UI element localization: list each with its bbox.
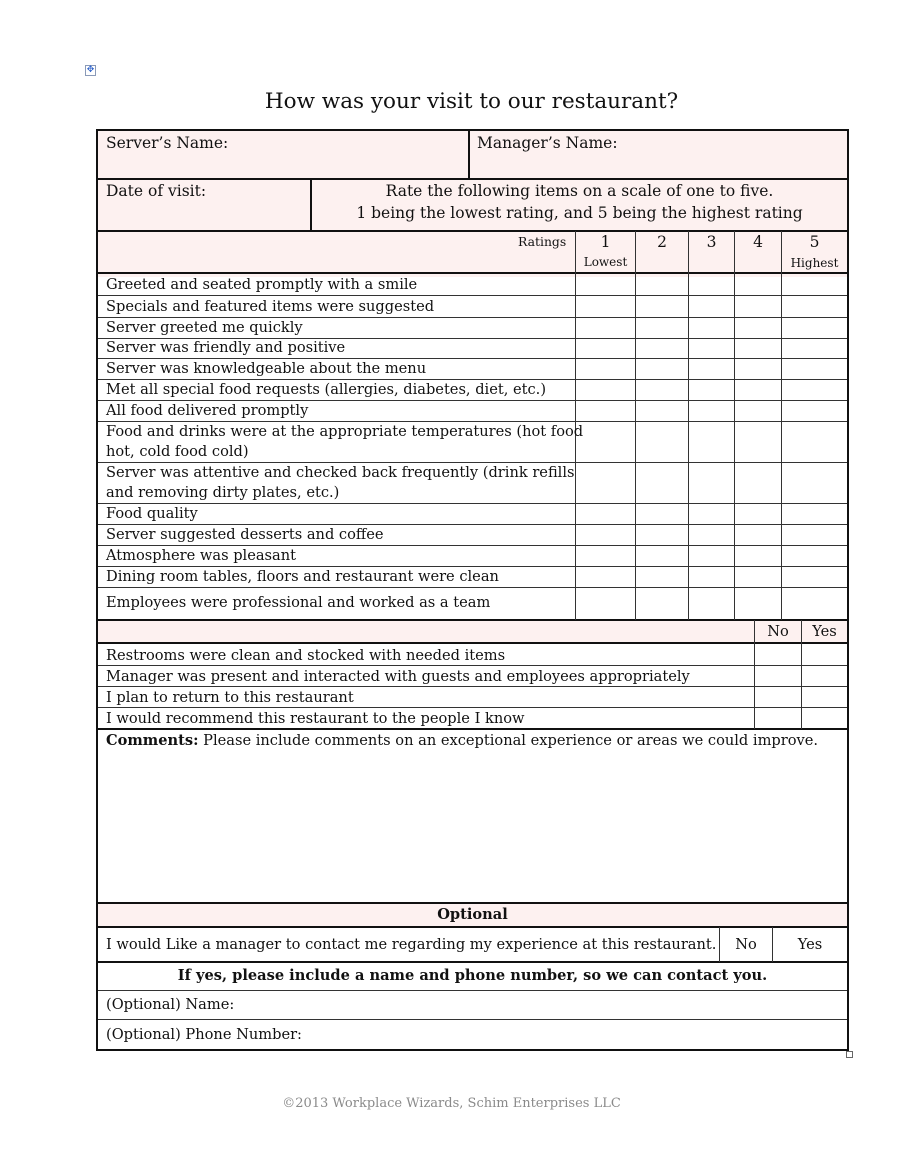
divider <box>98 665 847 666</box>
instruction-line-2: 1 being the lowest rating, and 5 being the highest rating <box>356 204 803 222</box>
comments-label: Comments: <box>106 732 199 749</box>
feedback-form <box>96 129 849 1051</box>
rating-item: Specials and featured items were suggested <box>106 298 435 315</box>
yes-no-item: I would recommend this restaurant to the people I know <box>106 710 525 727</box>
divider <box>98 728 847 730</box>
optional-phone-label: (Optional) Phone Number: <box>106 1026 302 1043</box>
date-of-visit-label: Date of visit: <box>106 182 207 200</box>
rating-item: Food quality <box>106 505 198 522</box>
divider <box>98 1019 847 1020</box>
no-column-label: No <box>767 623 789 640</box>
rating-item: Server suggested desserts and coffee <box>106 526 384 543</box>
divider <box>98 686 847 687</box>
divider <box>98 926 847 928</box>
ratings-label: Ratings <box>518 234 567 249</box>
divider <box>98 707 847 708</box>
scale-2: 2 <box>657 233 667 251</box>
divider <box>468 131 470 179</box>
rating-item: Atmosphere was pleasant <box>106 547 297 564</box>
rating-item: Server was friendly and positive <box>106 339 346 356</box>
rating-item-continued: hot, cold food cold) <box>106 443 249 460</box>
instruction-line-1: Rate the following items on a scale of one to five. <box>385 182 774 200</box>
divider <box>98 961 847 963</box>
contact-no-option[interactable]: No <box>735 936 757 953</box>
rating-item: Food and drinks were at the appropriate temperatures (hot food <box>106 423 584 440</box>
manager-name-label: Manager’s Name: <box>477 134 618 152</box>
rating-item-continued: and removing dirty plates, etc.) <box>106 484 340 501</box>
divider <box>635 231 636 620</box>
yes-no-header-fill <box>98 621 847 643</box>
highest-label: Highest <box>790 256 839 270</box>
rating-item: Greeted and seated promptly with a smile <box>106 276 418 293</box>
rating-item: Server greeted me quickly <box>106 319 303 336</box>
page-title: How was your visit to our restaurant? <box>264 89 679 114</box>
comments-prompt <box>106 731 818 750</box>
rating-item: Server was attentive and checked back frequently (drink refills <box>106 464 575 481</box>
rating-item: All food delivered promptly <box>106 402 309 419</box>
yes-no-item: Restrooms were clean and stocked with needed items <box>106 647 506 664</box>
optional-name-label: (Optional) Name: <box>106 996 235 1013</box>
rating-item: Employees were professional and worked as a team <box>106 594 491 611</box>
comments-area[interactable] <box>98 751 847 901</box>
yes-column-label: Yes <box>812 623 837 640</box>
rating-item: Dining room tables, floors and restaurant were clean <box>106 568 499 585</box>
rating-item: Met all special food requests (allergies, diabetes, diet, etc.) <box>106 381 547 398</box>
divider <box>98 178 847 180</box>
lowest-label: Lowest <box>583 255 628 269</box>
scale-5: 5 <box>809 233 820 251</box>
divider <box>98 990 847 991</box>
divider <box>734 231 735 620</box>
yes-no-item: I plan to return to this restaurant <box>106 689 354 706</box>
yes-no-item: Manager was present and interacted with guests and employees appropriately <box>106 668 690 685</box>
copyright-footer: ©2013 Workplace Wizards, Schim Enterprises LLC <box>282 1096 621 1111</box>
contact-note: If yes, please include a name and phone number, so we can contact you. <box>177 967 768 984</box>
divider <box>688 231 689 620</box>
comments-text: Please include comments on an exceptional experience or areas we could improve. <box>203 732 819 749</box>
optional-heading: Optional <box>437 906 508 923</box>
resize-handle-icon[interactable] <box>846 1051 853 1058</box>
scale-3: 3 <box>706 233 717 251</box>
scale-1: 1 <box>600 233 611 251</box>
scale-4: 4 <box>753 233 763 251</box>
divider <box>98 902 847 904</box>
contact-question: I would Like a manager to contact me regarding my experience at this restaurant. <box>106 936 717 953</box>
move-icon[interactable]: ✥ <box>86 65 95 75</box>
divider <box>98 642 847 644</box>
rating-item: Server was knowledgeable about the menu <box>106 360 427 377</box>
divider <box>781 231 782 620</box>
server-name-label: Server’s Name: <box>106 134 229 152</box>
contact-yes-option[interactable]: Yes <box>797 936 823 953</box>
